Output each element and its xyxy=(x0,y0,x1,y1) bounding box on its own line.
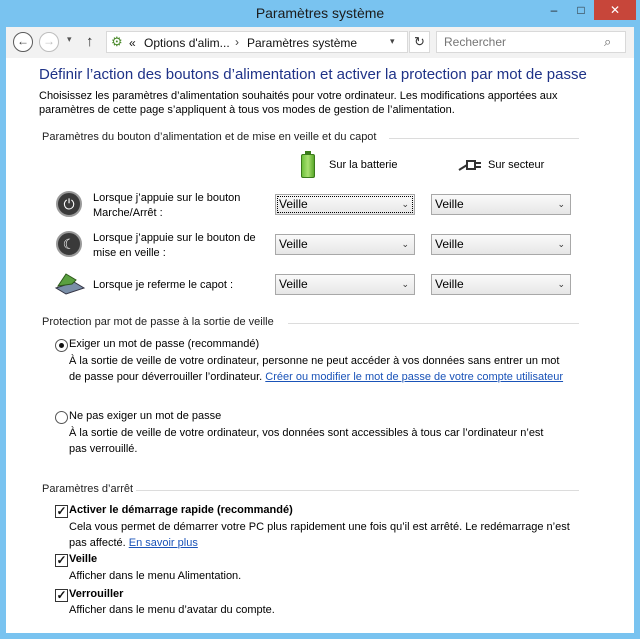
plugged-column-header: Sur secteur xyxy=(488,159,545,171)
section-divider xyxy=(136,490,579,491)
no-password-label[interactable]: Ne pas exiger un mot de passe xyxy=(69,410,222,422)
window-title: Paramètres système xyxy=(255,5,385,21)
power-button-plugged-select[interactable] xyxy=(431,194,571,215)
learn-more-link[interactable]: En savoir plus xyxy=(128,537,198,549)
select-value: Veille xyxy=(279,197,308,211)
fast-startup-desc-text: Cela vous permet de démarrer votre PC plus rapidement une fois qu’il est arrêté. Le redémarrage n’est pas affecté. xyxy=(69,521,570,549)
up-button[interactable]: ↑ xyxy=(86,33,94,50)
chevron-down-icon: ⌄ xyxy=(401,199,409,209)
sleep-button-icon: ☾ xyxy=(56,231,82,257)
intro-text: Choisissez les paramètres d’alimentation souhaités pour votre ordinateur. Les modifications apportées aux paramètres de cette page s’appliquent à tous vos modes de gestion de l’alimentation. xyxy=(39,90,558,116)
power-button-battery-select[interactable] xyxy=(275,194,415,215)
breadcrumb-item-system-settings[interactable]: Paramètres système xyxy=(247,36,358,50)
lock-checkbox[interactable]: ✓ xyxy=(56,588,67,602)
chevron-down-icon: ⌄ xyxy=(401,279,409,289)
recent-locations-icon[interactable]: ▾ xyxy=(67,34,72,44)
address-dropdown-icon[interactable]: ▾ xyxy=(390,36,395,46)
select-value: Veille xyxy=(435,197,464,211)
password-section-title: Protection par mot de passe à la sortie de veille xyxy=(42,316,274,328)
search-input[interactable] xyxy=(436,31,626,53)
lock-description: Afficher dans le menu d’avatar du compte. xyxy=(69,604,275,616)
lid-close-label: Lorsque je referme le capot : xyxy=(93,279,234,291)
sleep-button-plugged-select[interactable] xyxy=(431,234,571,255)
minimize-button[interactable]: – xyxy=(550,3,558,17)
shutdown-section-title: Paramètres d’arrêt xyxy=(42,483,134,495)
sleep-description: Afficher dans le menu Alimentation. xyxy=(69,570,242,582)
chevron-down-icon: ⌄ xyxy=(557,279,565,289)
require-password-radio[interactable] xyxy=(55,339,68,352)
chevron-down-icon: ⌄ xyxy=(557,199,565,209)
back-button[interactable]: ← xyxy=(13,32,33,52)
no-password-radio[interactable] xyxy=(55,411,68,424)
chevron-down-icon: ⌄ xyxy=(557,239,565,249)
require-password-label[interactable]: Exiger un mot de passe (recommandé) xyxy=(69,338,260,350)
power-section-title: Paramètres du bouton d’alimentation et de mise en veille et du capot xyxy=(42,131,377,143)
section-divider xyxy=(288,323,579,324)
require-password-description xyxy=(69,353,569,385)
lid-close-plugged-select[interactable] xyxy=(431,274,571,295)
power-button-label: Lorsque j’appuie sur le bouton Marche/Arrêt : xyxy=(93,192,241,219)
breadcrumb-item-power-options[interactable]: Options d'alim... xyxy=(144,36,230,50)
chevron-down-icon: ⌄ xyxy=(401,239,409,249)
select-value: Veille xyxy=(279,237,308,251)
sleep-button-label: Lorsque j’appuie sur le bouton de mise en veille : xyxy=(93,232,256,259)
breadcrumb-overflow[interactable]: « xyxy=(129,36,136,50)
power-plug-icon xyxy=(458,158,484,172)
breadcrumb-separator-icon[interactable]: › xyxy=(235,35,239,49)
lid-close-battery-select[interactable] xyxy=(275,274,415,295)
lock-label[interactable]: Verrouiller xyxy=(69,588,124,600)
create-password-link[interactable]: Créer ou modifier le mot de passe de votre compte utilisateur xyxy=(265,371,564,383)
address-bar[interactable] xyxy=(106,31,408,53)
maximize-button[interactable]: □ xyxy=(577,3,585,17)
battery-icon xyxy=(301,154,315,178)
sleep-label[interactable]: Veille xyxy=(69,553,98,565)
select-value: Veille xyxy=(435,277,464,291)
require-password-desc-text: À la sortie de veille de votre ordinateur, personne ne peut accéder à vos données sans entrer un mot de passe pour déverrouiller l’ordinateur. xyxy=(69,355,560,383)
battery-column-header: Sur la batterie xyxy=(329,159,398,171)
no-password-description: À la sortie de veille de votre ordinateur, vos données sont accessibles à tous car l’ordinateur n’est pas verrouillé. xyxy=(69,427,544,455)
fast-startup-checkbox[interactable]: ✓ xyxy=(56,504,67,518)
section-divider xyxy=(389,138,579,139)
close-button[interactable]: ✕ xyxy=(594,0,636,20)
title-bar xyxy=(0,0,640,26)
page-title: Définir l’action des boutons d’alimentation et activer la protection par mot de passe xyxy=(39,66,587,83)
search-icon[interactable]: ⌕ xyxy=(604,34,612,49)
fast-startup-label[interactable]: Activer le démarrage rapide (recommandé) xyxy=(69,504,293,516)
sleep-checkbox[interactable]: ✓ xyxy=(56,553,67,567)
control-panel-icon: ⚙ xyxy=(111,34,123,49)
content-pane xyxy=(6,58,634,633)
fast-startup-description xyxy=(69,519,579,551)
select-value: Veille xyxy=(279,277,308,291)
sleep-button-battery-select[interactable] xyxy=(275,234,415,255)
laptop-lid-icon xyxy=(52,270,86,296)
select-value: Veille xyxy=(435,237,464,251)
forward-button[interactable]: → xyxy=(39,32,59,52)
navigation-bar xyxy=(6,27,634,58)
refresh-button[interactable]: ↻ xyxy=(409,31,430,53)
power-button-icon: ⏻ xyxy=(56,191,82,217)
